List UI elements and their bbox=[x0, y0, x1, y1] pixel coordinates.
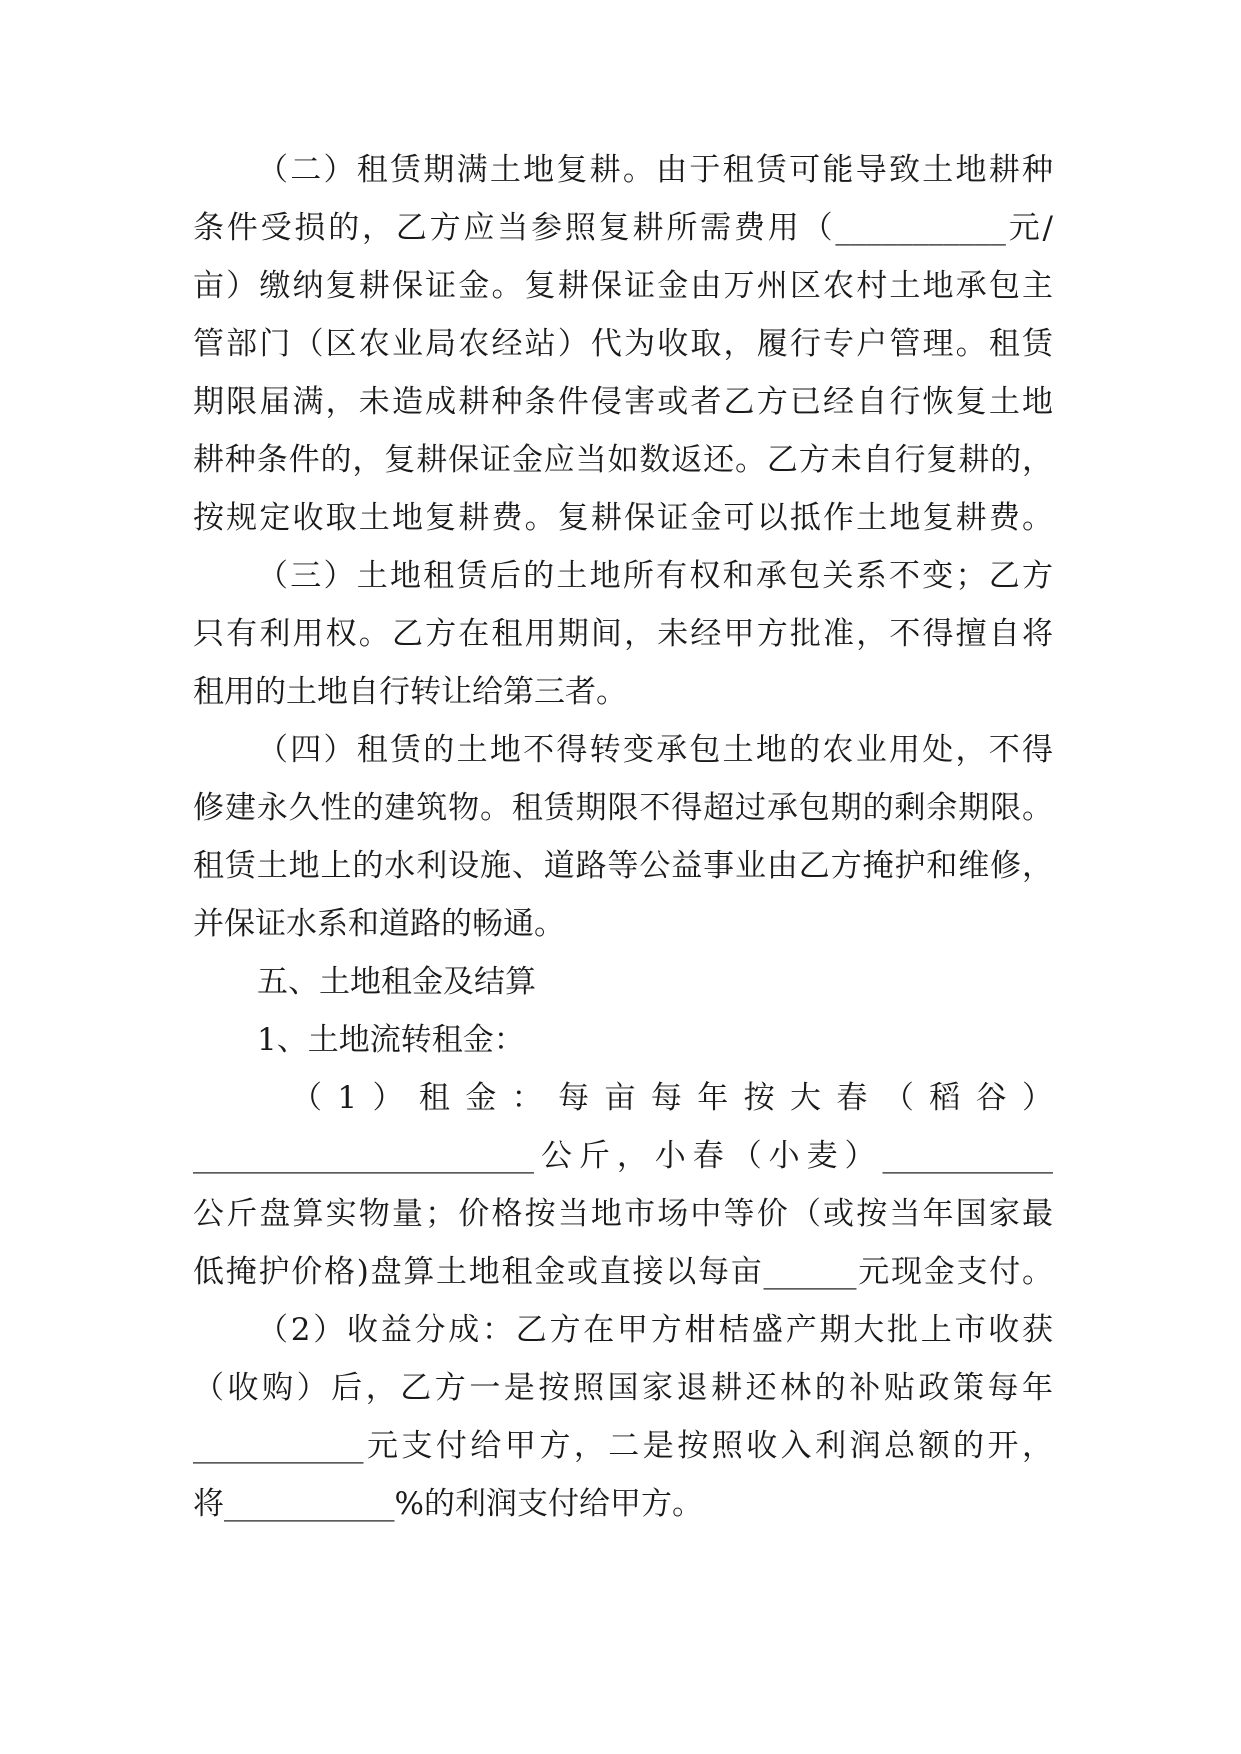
subsection-heading: 1、土地流转租金： bbox=[257, 1022, 525, 1058]
rent-line-3: 公斤盘算实物量；价格按当地市场中等价（或按当年国家最 bbox=[193, 1196, 1053, 1232]
rent-line-1: （1）租金：每亩每年按大春（稻谷） bbox=[291, 1080, 1053, 1116]
profit-line-1: （2）收益分成：乙方在甲方柑桔盛产期大批上市收获 bbox=[257, 1312, 1053, 1348]
paragraph-4-line-3: 租赁土地上的水利设施、道路等公益事业由乙方掩护和维修， bbox=[193, 848, 1053, 884]
section-heading: 五、土地租金及结算 bbox=[257, 964, 536, 1000]
paragraph-2-line-7: 按规定收取土地复耕费。复耕保证金可以抵作土地复耕费。 bbox=[193, 500, 1053, 536]
rent-line-4: 低掩护价格)盘算土地租金或直接以每亩______元现金支付。 bbox=[193, 1254, 1053, 1290]
paragraph-4-line-2: 修建永久性的建筑物。租赁期限不得超过承包期的剩余期限。 bbox=[193, 790, 1053, 826]
paragraph-2-line-2: 条件受损的，乙方应当参照复耕所需费用（___________元/ bbox=[193, 210, 1053, 246]
profit-line-4: 将___________%的利润支付给甲方。 bbox=[193, 1486, 703, 1522]
paragraph-4-line-1: （四）租赁的土地不得转变承包土地的农业用处，不得 bbox=[257, 732, 1053, 768]
paragraph-3-line-2: 只有利用权。乙方在租用期间，未经甲方批准，不得擅自将 bbox=[193, 616, 1053, 652]
paragraph-2-line-3: 亩）缴纳复耕保证金。复耕保证金由万州区农村土地承包主 bbox=[193, 268, 1053, 304]
profit-line-2: （收购）后，乙方一是按照国家退耕还林的补贴政策每年 bbox=[193, 1370, 1053, 1406]
paragraph-2-line-1: （二）租赁期满土地复耕。由于租赁可能导致土地耕种 bbox=[257, 152, 1053, 188]
paragraph-3-line-3: 租用的土地自行转让给第三者。 bbox=[193, 674, 627, 710]
paragraph-2-line-6: 耕种条件的，复耕保证金应当如数返还。乙方未自行复耕的， bbox=[193, 442, 1053, 478]
paragraph-2-line-5: 期限届满，未造成耕种条件侵害或者乙方已经自行恢复土地 bbox=[193, 384, 1053, 420]
profit-line-3: ___________元支付给甲方，二是按照收入利润总额的开， bbox=[193, 1428, 1053, 1464]
paragraph-2-line-4: 管部门（区农业局农经站）代为收取，履行专户管理。租赁 bbox=[193, 326, 1053, 362]
rent-line-2: ______________________公斤，小春（小麦）___________ bbox=[193, 1138, 1053, 1174]
paragraph-4-line-4: 并保证水系和道路的畅通。 bbox=[193, 906, 565, 942]
paragraph-3-line-1: （三）土地租赁后的土地所有权和承包关系不变；乙方 bbox=[257, 558, 1053, 594]
